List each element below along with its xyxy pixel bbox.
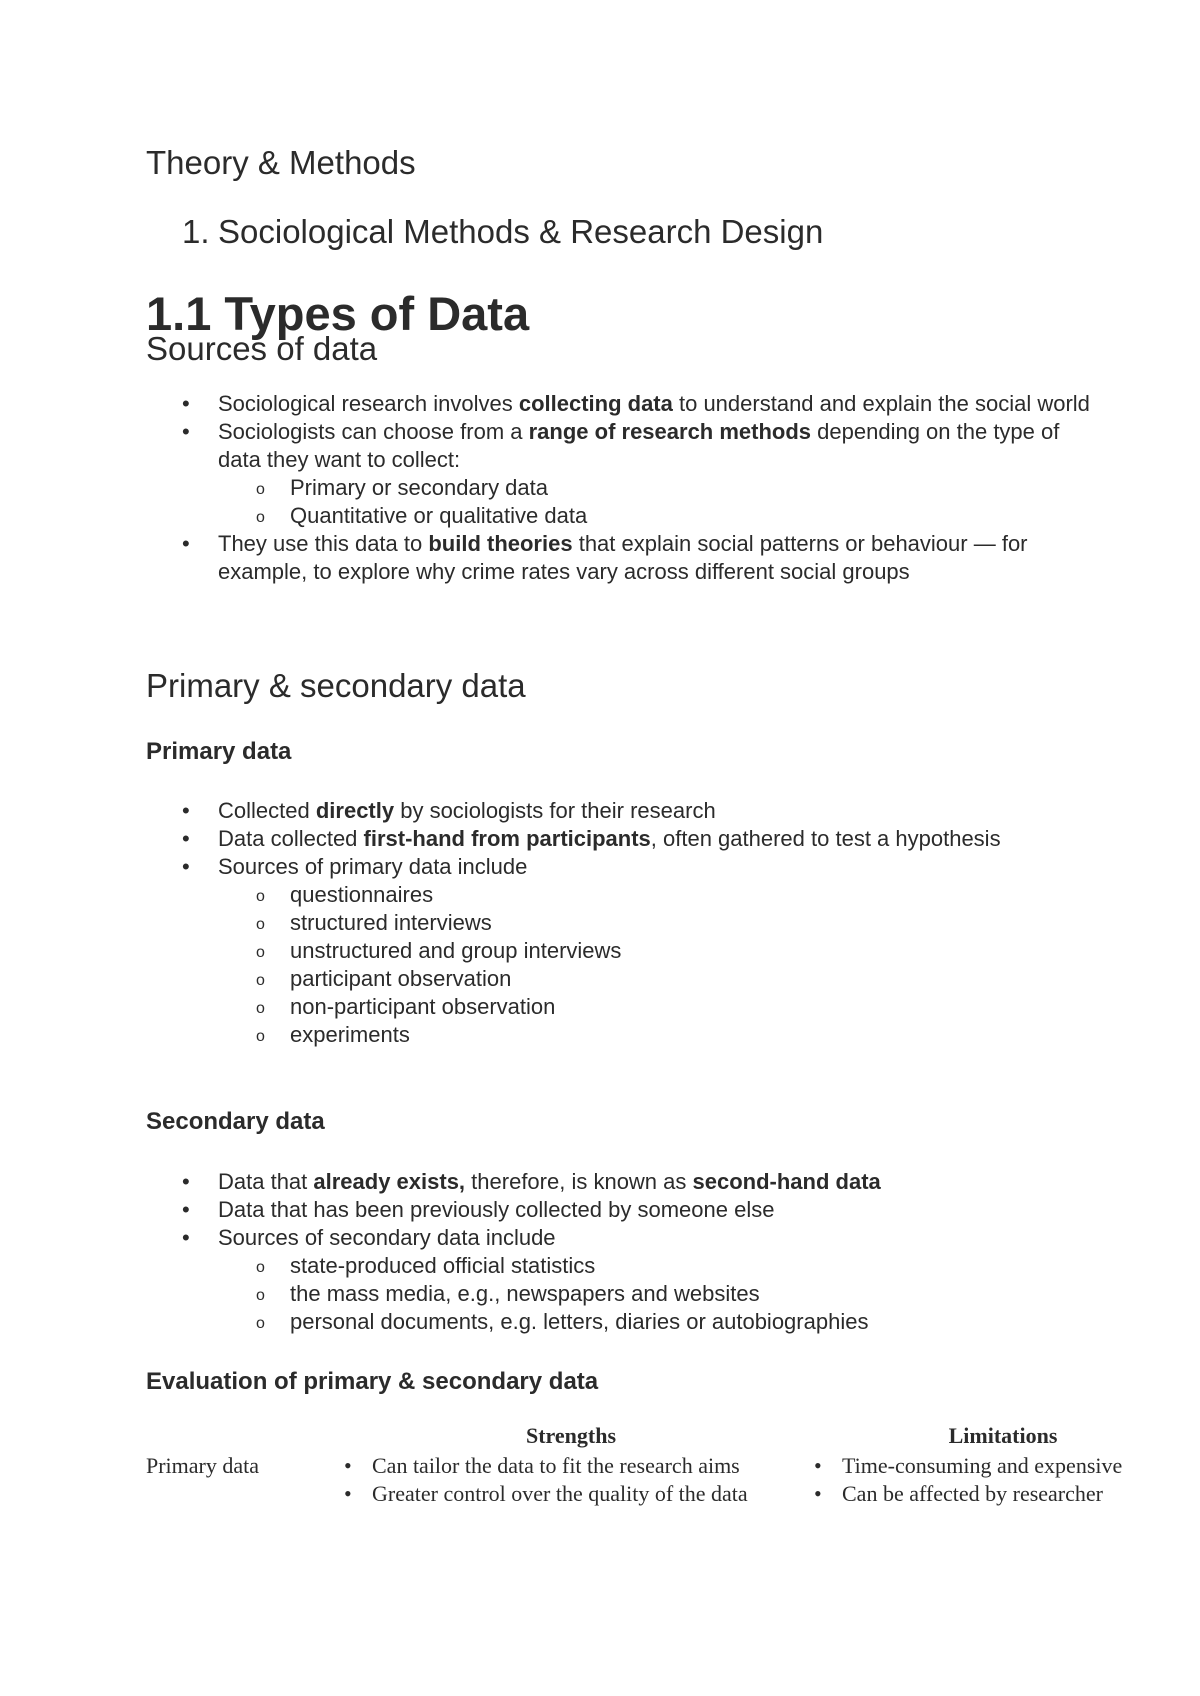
list-subitem: o personal documents, e.g. letters, diaries or autobiographies <box>146 1308 1096 1336</box>
evaluation-heading: Evaluation of primary & secondary data <box>146 1368 599 1395</box>
document-title: Theory & Methods <box>146 144 416 181</box>
list-item: • Collected directly by sociologists for their research <box>146 797 1096 825</box>
strengths-cell <box>336 1452 806 1508</box>
table-row <box>146 1452 1200 1508</box>
strengths-header: Strengths <box>525 1423 617 1448</box>
table-header-row <box>146 1420 1200 1452</box>
secondary-data-heading: Secondary data <box>146 1108 325 1135</box>
list-subitem: o the mass media, e.g., newspapers and websites <box>146 1280 1096 1308</box>
list-item: • Can tailor the data to fit the research aims <box>336 1452 806 1480</box>
sources-heading: Sources of data <box>146 330 378 367</box>
list-item: • Data that has been previously collected by someone else <box>146 1196 1096 1224</box>
chapter-number: 1. <box>182 213 210 250</box>
table-header-empty <box>146 1420 336 1452</box>
list-item: • Sociological research involves collecting data to understand and explain the social world <box>146 390 1096 418</box>
primary-secondary-heading: Primary & secondary data <box>146 667 526 704</box>
list-subitem: o Quantitative or qualitative data <box>146 502 1096 530</box>
chapter-heading <box>182 213 823 251</box>
list-item: • Can be affected by researcher <box>806 1480 1200 1508</box>
list-subitem: o Primary or secondary data <box>146 474 1096 502</box>
list-subitem: o participant observation <box>146 965 1096 993</box>
sources-list <box>146 390 1096 586</box>
list-item: • Sociologists can choose from a range of research methods depending on the type of data they want to collect: <box>146 418 1096 474</box>
list-item: • Time-consuming and expensive <box>806 1452 1200 1480</box>
list-item: • Sources of secondary data include <box>146 1224 1096 1252</box>
section-heading: 1.1 Types of Data <box>146 287 530 340</box>
list-subitem: o questionnaires <box>146 881 1096 909</box>
chapter-title: Sociological Methods & Research Design <box>218 213 824 250</box>
list-item: • Data that already exists, therefore, is known as second-hand data <box>146 1168 1096 1196</box>
limitations-header: Limitations <box>948 1423 1058 1448</box>
evaluation-table <box>146 1420 1200 1508</box>
limitations-cell <box>806 1452 1200 1508</box>
primary-data-list <box>146 797 1096 1049</box>
list-subitem: o non-participant observation <box>146 993 1096 1021</box>
secondary-data-list <box>146 1168 1096 1336</box>
list-item: • Data collected first-hand from participants, often gathered to test a hypothesis <box>146 825 1096 853</box>
list-item: • Sources of primary data include <box>146 853 1096 881</box>
primary-data-heading: Primary data <box>146 738 292 765</box>
list-subitem: o unstructured and group interviews <box>146 937 1096 965</box>
list-item: • They use this data to build theories that explain social patterns or behaviour — for example, to explore why crime rates vary across different social groups <box>146 530 1096 586</box>
list-subitem: o experiments <box>146 1021 1096 1049</box>
list-subitem: o state-produced official statistics <box>146 1252 1096 1280</box>
row-label: Primary data <box>146 1453 260 1478</box>
list-subitem: o structured interviews <box>146 909 1096 937</box>
list-item: • Greater control over the quality of the data <box>336 1480 806 1508</box>
